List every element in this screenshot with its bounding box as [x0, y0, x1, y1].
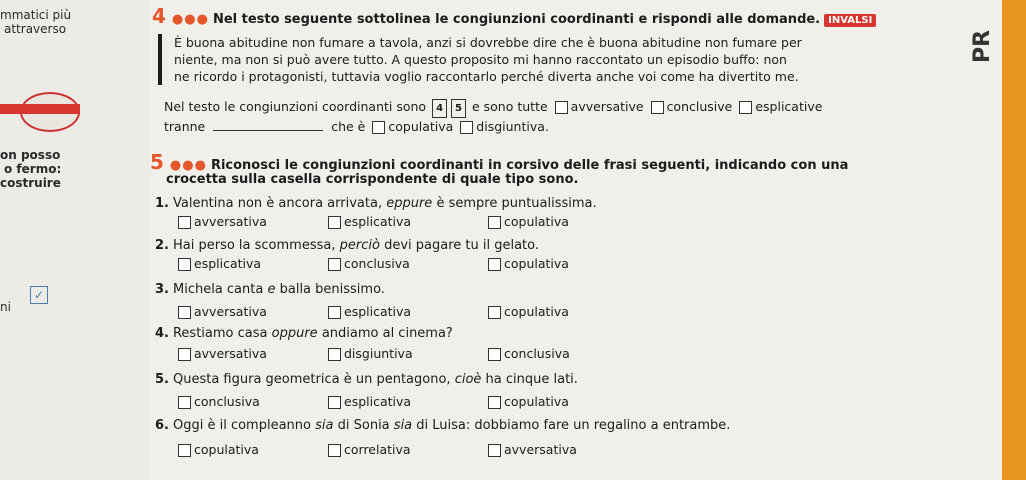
option-checkbox[interactable]	[328, 348, 341, 361]
option-checkbox[interactable]	[178, 258, 191, 271]
option-label: avversativa	[194, 304, 267, 319]
question-item-3	[155, 282, 385, 297]
option-checkbox[interactable]	[488, 444, 501, 457]
answer-box-b[interactable]: 5	[451, 99, 466, 118]
question-text: devi pagare tu il gelato.	[384, 238, 539, 253]
checkbox-esplicative[interactable]	[739, 101, 752, 114]
margin-text-1: mmatici più	[0, 8, 72, 22]
question-number: 5.	[155, 372, 169, 387]
margin-text-6: ni	[0, 300, 11, 314]
margin-text-4: o fermo:	[4, 162, 62, 176]
option-checkbox[interactable]	[178, 396, 191, 409]
option-checkbox[interactable]	[328, 306, 341, 319]
paragraph-line: niente, ma non si può avere tutto. A questo proposito mi hanno raccontato un episodio buffo: non	[174, 52, 787, 67]
exercise-instruction: Nel testo seguente sottolinea le congiunzioni coordinanti e rispondi alle domande.	[212, 12, 821, 27]
option-checkbox[interactable]	[178, 444, 191, 457]
conjunction: oppure	[271, 326, 318, 341]
option-label: conclusive	[666, 99, 733, 114]
conjunction: sia	[315, 418, 334, 433]
option-label: avversativa	[504, 442, 577, 457]
question-number: 4.	[155, 326, 169, 341]
option-label: avversativa	[194, 346, 267, 361]
checkbox-disgiuntiva[interactable]	[460, 121, 473, 134]
question-item-4	[155, 326, 453, 341]
checkbox-conclusive[interactable]	[651, 101, 664, 114]
question-number: 1.	[155, 196, 169, 211]
option-label: correlativa	[344, 442, 411, 457]
question-text: Nel testo le congiunzioni coordinanti sono	[164, 99, 427, 114]
option-label: esplicativa	[194, 256, 262, 271]
conjunction: sia	[393, 418, 413, 433]
exercise-number: 4	[152, 4, 166, 28]
option-checkbox[interactable]	[328, 216, 341, 229]
option-label: conclusiva	[194, 394, 260, 409]
option-label: copulativa	[504, 304, 569, 319]
option-checkbox[interactable]	[488, 348, 501, 361]
question-item-5	[155, 372, 578, 387]
option-checkbox[interactable]	[178, 348, 191, 361]
option-checkbox[interactable]	[328, 396, 341, 409]
option-checkbox[interactable]	[488, 216, 501, 229]
question-number: 2.	[155, 238, 169, 253]
answer-box-a[interactable]: 4	[432, 99, 447, 118]
fill-in-blank[interactable]	[213, 130, 323, 131]
exercise-4-header	[152, 4, 966, 28]
option-checkbox[interactable]	[328, 258, 341, 271]
question-item-1	[155, 196, 597, 211]
question-text: di Sonia	[337, 418, 390, 433]
question-text: ha cinque lati.	[485, 372, 578, 387]
conjunction: eppure	[386, 196, 433, 211]
option-label: avversativa	[194, 214, 267, 229]
left-margin	[0, 0, 150, 480]
question-text: balla benissimo.	[279, 282, 385, 297]
option-label: disgiuntiva	[344, 346, 413, 361]
option-label: copulativa	[504, 214, 569, 229]
option-checkbox[interactable]	[488, 306, 501, 319]
paragraph-line: È buona abitudine non fumare a tavola, anzi si dovrebbe dire che è buona abitudine non fumare per	[174, 35, 802, 50]
option-label: esplicative	[755, 99, 823, 114]
question-text: tranne	[164, 119, 206, 134]
decorative-band	[0, 104, 80, 114]
question-number: 6.	[155, 418, 169, 433]
option-label: disgiuntiva.	[476, 119, 549, 134]
option-label: copulativa	[194, 442, 259, 457]
difficulty-dots: ●●●	[169, 158, 207, 173]
exercise-5-header-line2	[166, 168, 966, 187]
option-label: esplicativa	[344, 394, 412, 409]
question-text: che è	[331, 119, 366, 134]
question-text: di Luisa: dobbiamo fare un regalino a entrambe.	[416, 418, 731, 433]
exercise-4-text	[158, 34, 966, 85]
invalsi-badge: INVALSI	[824, 14, 876, 27]
exercise-number: 5	[150, 150, 164, 174]
exercise-instruction: Riconosci le congiunzioni coordinanti in corsivo delle frasi seguenti, indicando con una	[210, 158, 849, 173]
checkmark-icon: ✓	[30, 286, 48, 304]
option-label: conclusiva	[344, 256, 410, 271]
question-text: Michela canta	[172, 282, 264, 297]
option-checkbox[interactable]	[178, 216, 191, 229]
question-text: Restiamo casa	[172, 326, 268, 341]
margin-text-5: costruire	[0, 176, 61, 190]
option-checkbox[interactable]	[488, 258, 501, 271]
option-label: copulativa	[388, 119, 454, 134]
option-label: avversative	[570, 99, 644, 114]
question-text: Oggi è il compleanno	[172, 418, 311, 433]
option-label: esplicativa	[344, 214, 412, 229]
option-label: esplicativa	[344, 304, 412, 319]
question-text: Valentina non è ancora arrivata,	[172, 196, 383, 211]
option-label: conclusiva	[504, 346, 570, 361]
exercise-instruction: crocetta sulla casella corrispondente di quale tipo sono.	[166, 172, 579, 187]
difficulty-dots: ●●●	[171, 12, 209, 27]
question-text: è sempre puntualissima.	[436, 196, 597, 211]
margin-text-3: on posso	[0, 148, 61, 162]
conjunction: perciò	[339, 238, 380, 253]
conjunction: cioè	[454, 372, 482, 387]
checkbox-copulativa[interactable]	[372, 121, 385, 134]
question-text: Hai perso la scommessa,	[172, 238, 336, 253]
margin-text-2: attraverso	[4, 22, 67, 36]
conjunction: e	[267, 282, 276, 297]
question-number: 3.	[155, 282, 169, 297]
checkbox-avversative[interactable]	[555, 101, 568, 114]
option-checkbox[interactable]	[488, 396, 501, 409]
question-item-2	[155, 238, 539, 253]
option-label: copulativa	[504, 256, 569, 271]
question-text: e sono tutte	[471, 99, 548, 114]
option-label: copulativa	[504, 394, 569, 409]
exercise-4-question-2	[164, 118, 966, 135]
question-text: andiamo al cinema?	[321, 326, 453, 341]
side-tab-label: PR	[970, 29, 995, 63]
side-tab	[1002, 0, 1026, 480]
option-checkbox[interactable]	[178, 306, 191, 319]
paragraph-line: ne ricordo i protagonisti, tuttavia voglio raccontarlo perché diverta anche voi come ha divertito me.	[174, 69, 799, 84]
exercise-4-question-1	[164, 98, 966, 118]
question-text: Questa figura geometrica è un pentagono,	[172, 372, 451, 387]
question-item-6	[155, 418, 730, 433]
option-checkbox[interactable]	[328, 444, 341, 457]
